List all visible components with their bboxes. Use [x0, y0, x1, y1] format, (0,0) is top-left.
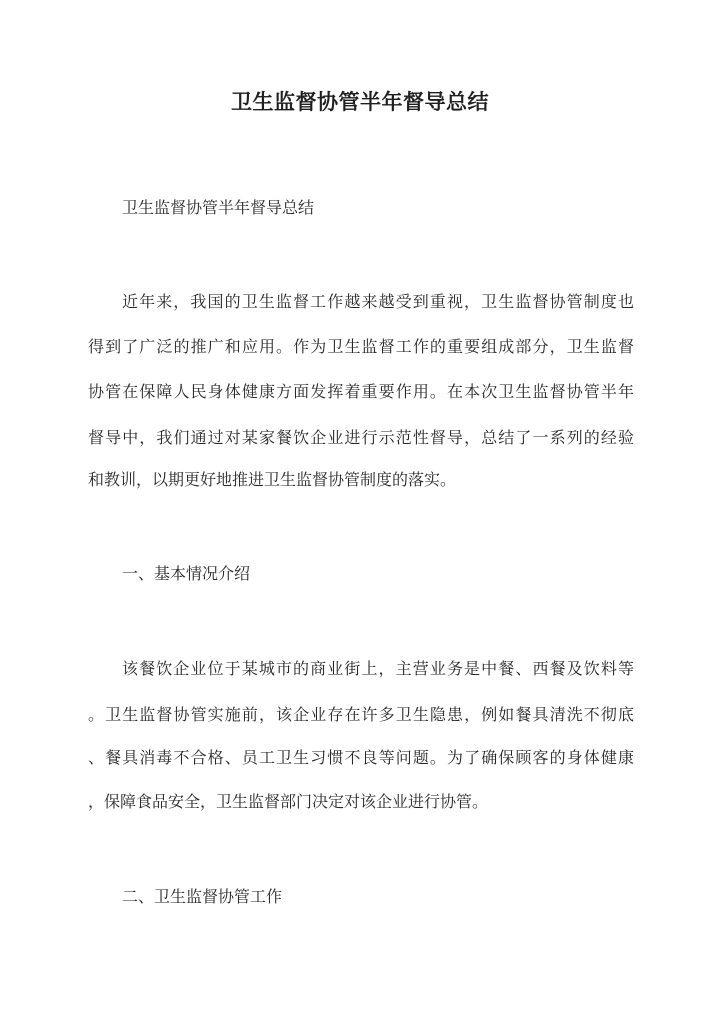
section1-line-1: 该餐饮企业位于某城市的商业街上，主营业务是中餐、西餐及饮料等: [122, 659, 634, 678]
section1-line-2: 。卫生监督协管实施前，该企业存在许多卫生隐患，例如餐具清洗不彻底: [88, 705, 634, 724]
intro-line-1: 近年来，我国的卫生监督工作越来越受到重视，卫生监督协管制度也: [122, 292, 634, 311]
intro-line-3: 协管在保障人民身体健康方面发挥着重要作用。在本次卫生监督协管半年: [88, 382, 634, 401]
intro-line-5: 和教训，以期更好地推进卫生监督协管制度的落实。: [88, 470, 457, 489]
section2-heading: 二、卫生监督协管工作: [122, 887, 283, 906]
intro-line-4: 督导中，我们通过对某家餐饮企业进行示范性督导，总结了一系列的经验: [88, 428, 634, 447]
document-title: 卫生监督协管半年督导总结: [231, 89, 489, 114]
document-subtitle: 卫生监督协管半年督导总结: [122, 198, 315, 217]
section1-heading: 一、基本情况介绍: [122, 564, 251, 583]
section1-line-3: 、餐具消毒不合格、员工卫生习惯不良等问题。为了确保顾客的身体健康: [88, 748, 634, 767]
intro-line-2: 得到了广泛的推广和应用。作为卫生监督工作的重要组成部分，卫生监督: [88, 337, 634, 356]
section1-line-4: ，保障食品安全，卫生监督部门决定对该企业进行协管。: [88, 792, 489, 811]
